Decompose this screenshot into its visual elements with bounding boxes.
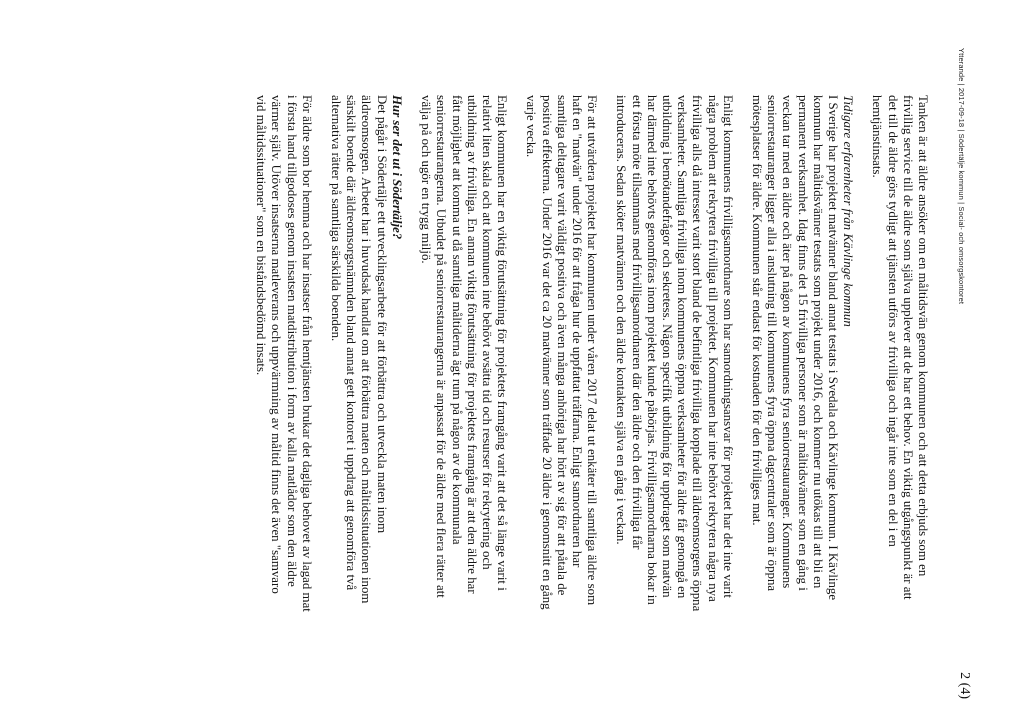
paragraph-sodertalje: Det pågår i Södertälje ett utvecklingsarbete för att förbättra och utveckla maten inom äldreomsorgen. Arbetet har i huvudsak handlat om att förbättra maten och måltidssituationen inom särskilt boende där äldreomsorgsnämnden bland annat gett kontoret i uppdrag att genomföra två alternativa rätter på samtliga särskilda boenden. <box>329 95 389 604</box>
page-header: Ytterande | 2017-09-18 | Södertälje kommun | Social- och omsorgskontoret <box>957 48 966 305</box>
paragraph-recruitment: Enligt kommunens frivilligsamordnare som har samordningsansvar för projektet har det inte varit några problem att rekrytera frivilliga till projektet. Kommunen har inte behövt rekrytera några nya frivilliga alls då intresset varit stort bland de befintliga frivilliga kopplade till äldreomsorgens öppna verksamheter. Samtliga frivilliga inom kommunens öppna verksamheter för äldre får genomgå en utbildning i bemötandefrågor och sekretess. Någon specifik utbildning för uppdraget som matvän har därmed inte behövts genomföras inom projektet kunde påbörjas. Frivilligsamordnarna bokar in ett första möte tillsammans med frivilligsamordnaren där den äldre och den frivilliga får introduceras. Sedan sköter matvännen och den äldre kontakten själva en gång i veckan. <box>614 95 735 612</box>
paragraph-intro: Tanken är att äldre ansöker om en måltidsvän genom kommunen och att detta erbjuds som en frivillig service till de äldre som själva upplever att de har ett behov. En viktig utgångspunkt är att det till de äldre görs tydligt att tjänsten utförs av frivilliga och ingår inte som en del i en hemtjänstinsats. <box>870 95 930 600</box>
heading-sodertalje: Hur ser det ut i Södertälje? <box>389 95 404 240</box>
paragraph-home-care: För äldre som bor hemma och har insatser från hemtjänsten brukar det dagliga behovet av lagad mat i första hand tillgodoses genom insatsen matdistribution i form av kalla matlådor som den äldre värmer själv. Utöver insatserna matleverans och uppvärmning av måltid finns det även "samvaro vid måltidssituationer" som en biståndsbedömd insats. <box>254 95 314 612</box>
paragraph-evaluation: För att utvärdera projektet har kommunen under våren 2017 delat ut enkäter till samtliga äldre som haft en "matvän" under 2016 för att fråga hur de uppfattat träffarna. Enligt samordnaren har samtliga deltagare varit väldigt positiva och även många anhöriga har hört av sig för att påtala de positiva effekterna. Under 2016 var det ca 20 matvänner som träffade 20 äldre i genomsnitt en gång varje vecka. <box>524 95 600 610</box>
heading-kavlinge: Tidigare erfarenheter från Kävlinge kommun <box>841 95 856 327</box>
page-number: 2 (4) <box>957 672 972 699</box>
paragraph-success-factors: Enligt kommunen har en viktig förutsättning för projektets framgång varit att det så länge varit i relativt liten skala och att kommunen inte behövt avsätta tid och resurser för rekrytering och utbildning av frivilliga. En annan viktig förutsättning för projektets framgång är att den äldre har fått möjlighet att komma ut då samtliga måltiderna ägt rum på någon av de kommunala seniorrestaurangerna. Utbudet på seniorrestaurangerna är anpassat för de äldre med flera rätter att välja på och ugör en trygg miljö. <box>419 95 510 598</box>
document-body <box>239 95 930 613</box>
paragraph-kavlinge-overview: I Sverige har projektet matvänner bland annat testats i Svedala och Kävlinge kommun. I Kävlinge kommun har måltidsvänner testats som projekt under 2016, och kommer nu utökas till att bli en permanent verksamhet. Idag finns det 15 frivilliga personer som är måltidsvänner som en gång i veckan tar med en äldre och äter på någon av kommunens fyra seniorrestauranger. Kommunens seniorrestauranger ligger alla i anslutning till kommunens fyra öppna dagcentraler som är öppna mötesplatser för äldre. Kommunen står endast för kostnaden för den frivilliges mat. <box>749 95 840 601</box>
